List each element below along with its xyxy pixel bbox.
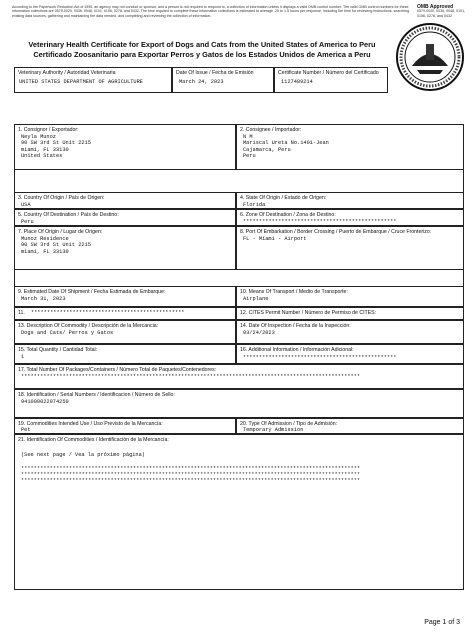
state-origin-label: 4. State Of Origin / Estado de Origen:	[240, 195, 327, 201]
omb-block	[417, 5, 469, 18]
consignor-label: 1. Consignor / Exportador:	[18, 127, 79, 133]
shipment-date-cell	[14, 286, 236, 307]
consignee-label: 2. Consignee / Importador:	[240, 127, 302, 133]
admission-type-value: Temporary Admission	[243, 427, 304, 433]
total-quantity-cell	[14, 344, 236, 364]
usda-seal-icon	[395, 22, 465, 92]
authority-label: Veterinary Authority / Autoridad Veterinaria	[18, 70, 116, 76]
date-issue-value: March 24, 2023	[179, 79, 224, 85]
shipment-date-label: 9. Estimated Date Of Shipment / Fecha Estimada de Embarque:	[18, 289, 166, 295]
country-origin-label: 3. Country Of Origin / País de Origen:	[18, 195, 105, 201]
country-destination-cell	[14, 209, 236, 226]
commodity-description-cell	[14, 320, 236, 344]
commodity-description-value: Dogs and Cats/ Perros y Gatos	[21, 330, 114, 336]
place-origin-cell	[14, 226, 236, 270]
consignee-value: N M Mariscal Ureta No.1401-Jean Cajamarca, Peru Peru	[243, 134, 329, 159]
transport-value: Airplane	[243, 296, 269, 302]
certificate-title	[12, 40, 392, 60]
stars-line-1: **********************************************************************************************************	[21, 466, 361, 472]
inspection-date-value: 03/24/2023	[243, 330, 275, 336]
commodity-description-label: 13. Description Of Commodity / Descripción de la Mercancia:	[18, 323, 159, 329]
title-spanish: Certificado Zoosanitario para Exportar Perros y Gatos de los Estados Unidos de America a Peru	[33, 50, 371, 59]
country-origin-value: USA	[21, 202, 31, 208]
identification-value: 941000022074250	[21, 399, 69, 405]
consignee-cell	[236, 124, 464, 170]
commodities-identification-cell	[14, 434, 464, 590]
date-issue-cell	[172, 67, 274, 93]
zone-destination-label: 6. Zone Of Destination / Zona de Destino:	[240, 212, 336, 218]
certificate-number-cell	[274, 67, 388, 93]
date-issue-label: Date Of Issue / Fecha de Emisión	[176, 70, 254, 76]
packages-cell	[14, 364, 464, 389]
authority-value: UNITED STATES DEPARTMENT OF AGRICULTURE	[19, 79, 143, 85]
stars-line-2: **********************************************************************************************************	[21, 472, 361, 478]
cites-permit-label: 12. CITES Permit Number / Número de Permiso de CITES:	[240, 310, 377, 316]
title-english: Veterinary Health Certificate for Export of Dogs and Cats from the United States of America to Peru	[28, 40, 376, 49]
field-11-label: 11.	[18, 310, 25, 316]
country-destination-value: Peru	[21, 219, 34, 225]
total-quantity-value: 1	[21, 354, 25, 360]
state-origin-cell	[236, 192, 464, 209]
additional-info-cell	[236, 344, 464, 364]
intended-use-cell	[14, 418, 236, 434]
port-embarkation-cell	[236, 226, 464, 270]
authority-cell	[14, 67, 172, 93]
consignor-cell	[14, 124, 236, 170]
shipment-date-value: March 31, 2023	[21, 296, 66, 302]
zone-destination-stars: ************************************************	[243, 219, 397, 225]
state-origin-value: Florida	[243, 202, 266, 208]
place-origin-label: 7. Place Of Origin / Lugar de Origen:	[18, 229, 103, 235]
zone-destination-cell	[236, 209, 464, 226]
stars-line-3: **********************************************************************************************************	[21, 478, 361, 484]
consignor-value: Neyla Munoz 90 SW 3rd St Unit 2215 miami, FL 33130 United States	[21, 134, 91, 159]
inspection-date-cell	[236, 320, 464, 344]
page-number: Page 1 of 3	[424, 619, 460, 626]
intended-use-value: Pet	[21, 427, 31, 433]
omb-title: OMB Approved	[417, 4, 454, 10]
packages-label: 17. Total Number Of Packages/Containers / Número Total de Paquetes/Contenedores:	[18, 367, 217, 373]
omb-numbers: 0579-0020, 0036, 0048, 0101, 0156, 0278, and 0432	[417, 9, 466, 18]
commodities-identification-label: 21. Identification Of Commodities / Identificación de la Mercancía:	[18, 437, 169, 443]
admission-type-cell	[236, 418, 464, 434]
inspection-date-label: 14. Date Of Inspection / Fecha de la Inspección:	[240, 323, 351, 329]
field-11-stars: ************************************************	[31, 310, 185, 316]
total-quantity-label: 15. Total Quantity / Cantidad Total:	[18, 347, 98, 353]
paperwork-notice: According to the Paperwork Reduction Act of 1995, an agency may not conduct or sponsor, and a person is not required to respond to, a collection of information unless it displays a valid OMB control number. The valid OMB control numbers for these information collections are 0579-0020, 0036, 0048, 0101, 0156, 0278, and 0432. The time required to complete these information collections is estimated to average .25 to 1.5 hours per response, including the time for reviewing instructions, searching existing data sources, gathering and maintaining the data needed, and completing and reviewing the collection of information.	[12, 5, 410, 18]
intended-use-label: 19. Commodities Intended Use / Uso Previsto de la Mercancía:	[18, 421, 163, 427]
field-11-cell	[14, 307, 236, 320]
additional-info-stars: ************************************************	[243, 355, 397, 361]
port-embarkation-label: 8. Port Of Embarkation / Border Crossing / Puerto de Embarque / Cruce Fronterizo:	[240, 229, 432, 235]
transport-cell	[236, 286, 464, 307]
admission-type-label: 20. Type Of Admission / Tipo de Admisión:	[240, 421, 338, 427]
certificate-number-label: Certificate Number / Número del Certificado	[278, 70, 379, 76]
port-embarkation-value: FL - Miami - Airport	[243, 236, 307, 242]
identification-cell	[14, 389, 464, 418]
transport-label: 10. Means Of Transport / Medio de Transporte:	[240, 289, 348, 295]
commodities-identification-value: (See next page / Vea la próximo página)	[21, 452, 145, 458]
additional-info-label: 16. Additional Information / Información Adicional:	[240, 347, 354, 353]
cites-permit-cell	[236, 307, 464, 320]
country-origin-cell	[14, 192, 236, 209]
packages-stars: **********************************************************************************************************	[21, 374, 361, 380]
identification-label: 18. Identification / Serial Numbers / Identificacion / Número de Sello:	[18, 392, 175, 398]
country-destination-label: 5. Country Of Destination / País de Destino:	[18, 212, 119, 218]
place-origin-value: Munoz Residence 90 SW 3rd St Unit 2215 miami, FL 33130	[21, 236, 91, 255]
certificate-number-value: 1127489214	[281, 79, 313, 85]
